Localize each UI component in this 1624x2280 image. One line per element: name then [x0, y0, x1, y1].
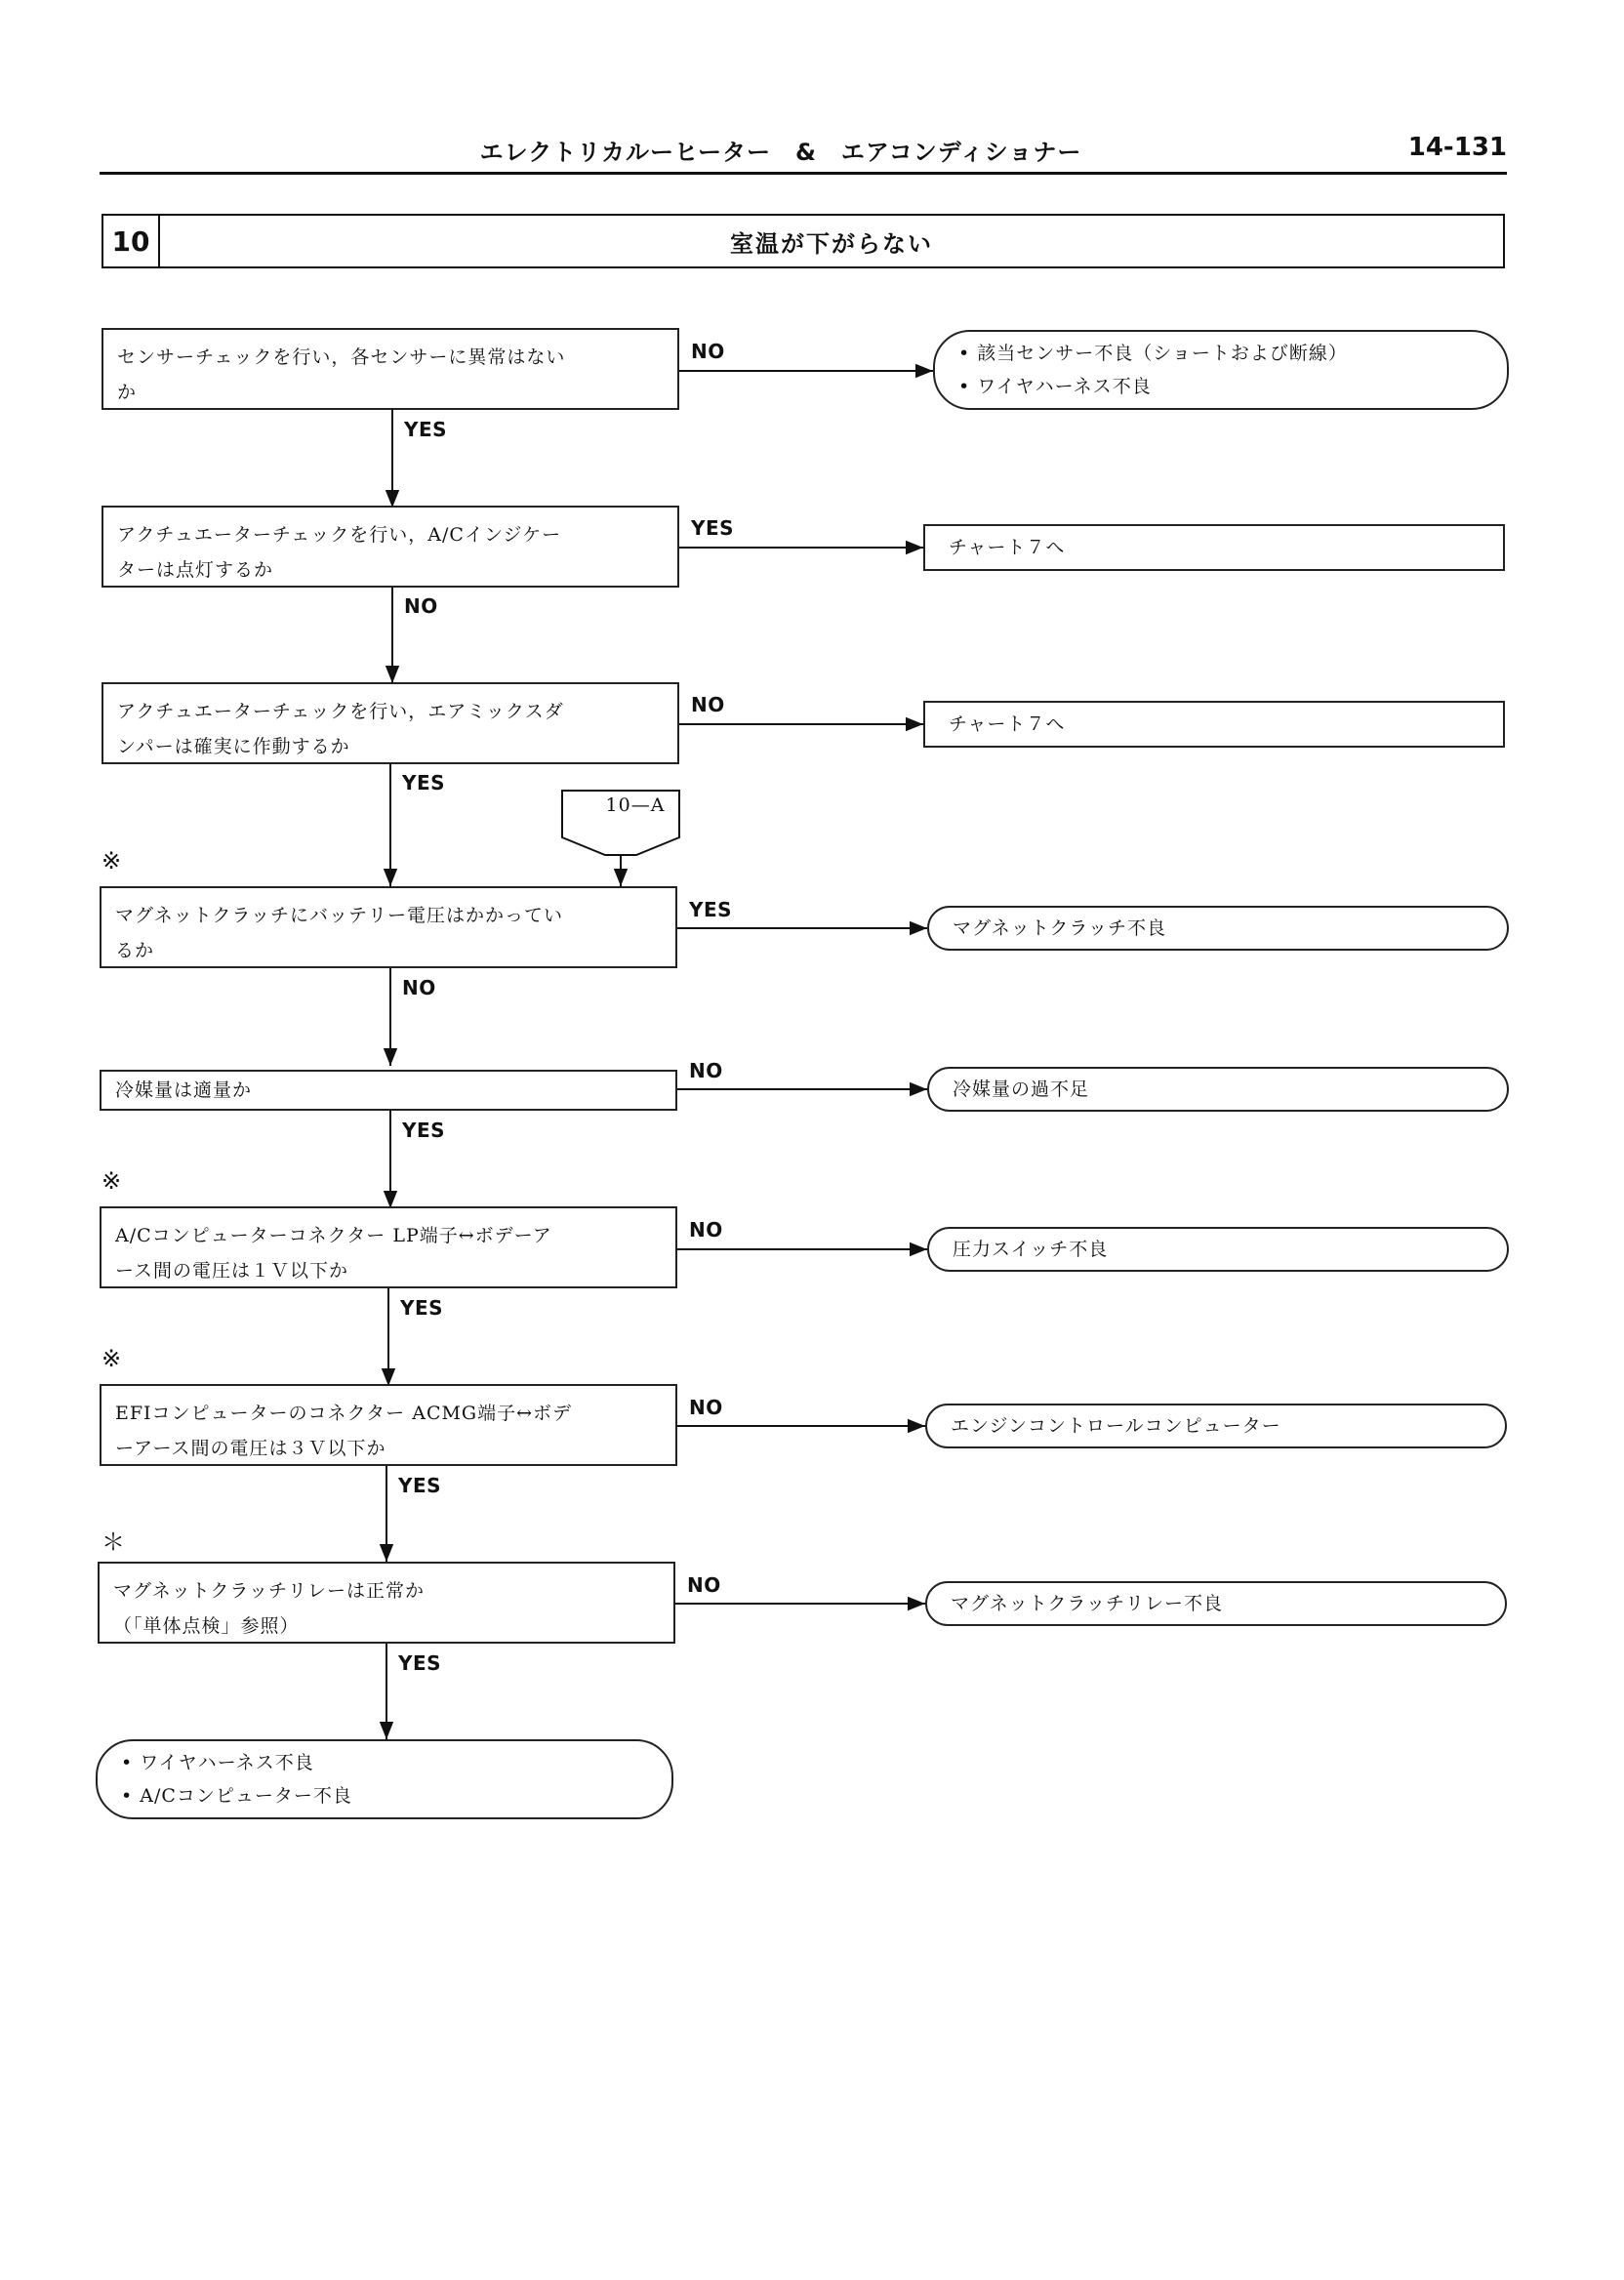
continue-label-1: YES: [404, 418, 448, 441]
note-mark-7: ※: [102, 1345, 122, 1372]
result-5-line-1: 冷媒量の過不足: [953, 1079, 1090, 1100]
check-box-3: [102, 682, 679, 764]
result-box-8: [925, 1581, 1507, 1626]
note-mark-6: ※: [102, 1167, 122, 1195]
result-8-line-1: マグネットクラッチリレー不良: [951, 1593, 1224, 1614]
continue-label-8: YES: [398, 1651, 442, 1675]
offpage-reference-label: 10—A: [605, 794, 666, 816]
result-1-line-1: • 該当センサー不良（ショートおよび断線）: [958, 343, 1348, 364]
check-8-line-2: （「単体点検」参照）: [113, 1615, 300, 1637]
check-7-line-2: ーアース間の電圧は３Ｖ以下か: [115, 1438, 386, 1459]
result-6-line-1: 圧力スイッチ不良: [953, 1239, 1109, 1260]
result-1-line-2: • ワイヤハーネス不良: [958, 376, 1152, 397]
result-7-line-1: エンジンコントロールコンピューター: [951, 1415, 1281, 1437]
check-1-line-1: センサーチェックを行い，各センサーに異常はない: [117, 346, 566, 368]
note-mark-4: ※: [102, 847, 122, 875]
check-1-line-2: か: [117, 382, 138, 403]
result-box-5: [927, 1067, 1509, 1112]
branch-label-5: NO: [689, 1059, 723, 1082]
check-2-line-2: ターは点灯するか: [117, 559, 274, 581]
page-number: 14-131: [1407, 133, 1507, 162]
section-title: 室温が下がらない: [730, 229, 933, 258]
note-mark-8: ＊: [102, 1528, 125, 1556]
final-line-2: • A/Cコンピューター不良: [121, 1785, 352, 1807]
continue-label-3: YES: [402, 771, 446, 794]
check-box-8: [98, 1562, 675, 1644]
branch-label-4: YES: [689, 898, 733, 921]
check-box-6: [100, 1206, 677, 1288]
result-3-line-1: チャート７へ: [949, 713, 1066, 735]
branch-label-7: NO: [689, 1396, 723, 1419]
check-box-5: [100, 1070, 677, 1111]
check-6-line-1: A/Cコンピューターコネクター LP端子↔ボデーア: [115, 1225, 552, 1246]
check-box-1: [102, 328, 679, 410]
branch-label-2: YES: [691, 516, 735, 540]
final-line-1: • ワイヤハーネス不良: [121, 1752, 314, 1773]
check-5-line-1: 冷媒量は適量か: [115, 1079, 253, 1101]
continue-label-5: YES: [402, 1119, 446, 1142]
check-2-line-1: アクチュエーターチェックを行い，A/Cインジケー: [117, 524, 562, 546]
check-3-line-1: アクチュエーターチェックを行い，エアミックスダ: [117, 701, 564, 722]
result-box-4: [927, 906, 1509, 951]
continue-label-4: NO: [402, 976, 436, 999]
branch-label-6: NO: [689, 1218, 723, 1242]
check-box-2: [102, 506, 679, 588]
check-8-line-1: マグネットクラッチリレーは正常か: [113, 1580, 426, 1602]
result-4-line-1: マグネットクラッチ不良: [953, 917, 1167, 939]
check-4-line-2: るか: [115, 940, 155, 961]
check-7-line-1: EFIコンピューターのコネクター ACMG端子↔ボデ: [115, 1403, 573, 1424]
check-3-line-2: ンパーは確実に作動するか: [117, 736, 350, 757]
check-4-line-1: マグネットクラッチにバッテリー電圧はかかってい: [115, 905, 564, 926]
branch-label-8: NO: [687, 1573, 721, 1597]
result-box-2: [923, 524, 1505, 571]
continue-label-2: NO: [404, 594, 438, 618]
result-box-1: [933, 330, 1509, 410]
branch-label-3: NO: [691, 693, 725, 716]
branch-label-1: NO: [691, 340, 725, 363]
continue-label-6: YES: [400, 1296, 444, 1320]
check-box-4: [100, 886, 677, 968]
result-box-7: [925, 1404, 1507, 1448]
result-box-6: [927, 1227, 1509, 1272]
check-box-7: [100, 1384, 677, 1466]
result-box-3: [923, 701, 1505, 748]
section-number: 10: [103, 216, 160, 266]
final-result-box: [96, 1739, 673, 1819]
continue-label-7: YES: [398, 1474, 442, 1497]
check-6-line-2: ース間の電圧は１Ｖ以下か: [115, 1260, 349, 1282]
chapter-title: エレクトリカルーヒーター & エアコンディショナー: [479, 139, 1082, 166]
result-2-line-1: チャート７へ: [949, 537, 1066, 558]
